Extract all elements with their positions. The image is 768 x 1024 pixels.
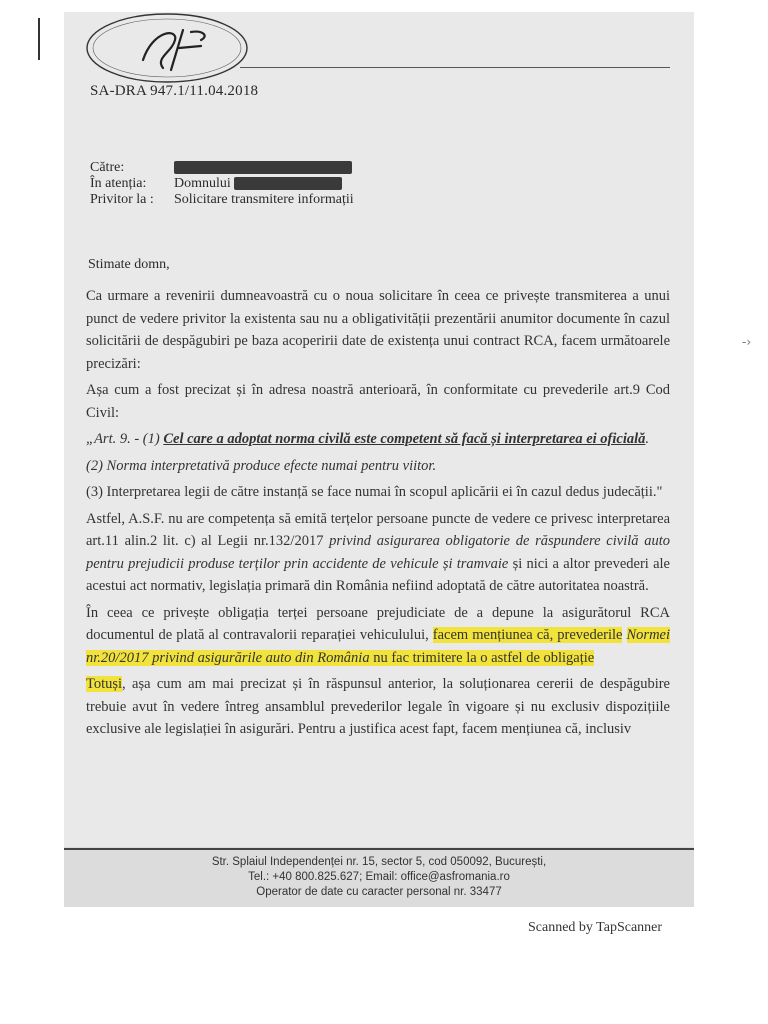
subject-label: Privitor la : bbox=[90, 192, 154, 207]
p8-highlight: Totuși bbox=[86, 676, 123, 692]
attention-label: În atenția: bbox=[90, 176, 147, 191]
p7-highlight-1: facem mențiunea că, prevederile bbox=[432, 627, 623, 643]
addressee-to-row bbox=[90, 160, 354, 176]
scanner-watermark: Scanned by TapScanner bbox=[528, 920, 663, 935]
paragraph-4: (2) Norma interpretativă produce efecte numai pentru viitor. bbox=[86, 457, 437, 474]
addressee-attention-row bbox=[90, 176, 354, 192]
asf-logo-icon bbox=[83, 10, 251, 88]
addressee-block bbox=[90, 160, 354, 208]
paragraph-3-quote bbox=[86, 428, 670, 451]
paragraph-8 bbox=[86, 673, 670, 741]
paragraph-5: (3) Interpretarea legii de către instanță se face numai în scopul aplicării ei în cazul dedus judecății." bbox=[86, 484, 663, 500]
greeting: Stimate domn, bbox=[88, 257, 170, 272]
to-label: Către: bbox=[90, 160, 125, 175]
p6-text-a: Astfel, A.S.F. nu are competența să emită terțelor persoane puncte de vedere ce privesc interpretarea art.11 alin.2 lit. c) al Legii nr.132/2017 bbox=[86, 510, 670, 549]
footer-line-2: Tel.: +40 800.825.627; Email: office@asfromania.ro bbox=[248, 871, 510, 883]
scan-artifact-mark: -› bbox=[742, 335, 752, 349]
paragraph-6 bbox=[86, 508, 670, 598]
p7-text-a: În ceea ce privește obligația terței persoane prejudiciate de a depune la asigurătorul RCA documentul de plată al contravalorii reparației vehiculului, bbox=[86, 604, 670, 643]
paragraph-7 bbox=[86, 602, 670, 670]
p7-highlight-2: nu fac trimitere la o astfel de obligație bbox=[369, 649, 595, 666]
p8-text: , așa cum am mai precizat și în răspunsul anterior, la soluționarea cererii de despăgubire trebuie avut în vedere întreg ansamblul prevederilor legale în vigoare și nu exclusiv dispozițiile exclusive ale legislației în asigurări. Pentru a justifica acest fapt, facem mențiunea că, inclusiv bbox=[86, 676, 670, 737]
margin-bracket-mark bbox=[38, 18, 40, 60]
letter-body bbox=[86, 285, 670, 745]
redacted-recipient bbox=[174, 161, 352, 174]
header-rule bbox=[240, 67, 670, 68]
document-reference: SA-DRA 947.1/11.04.2018 bbox=[90, 83, 259, 99]
subject-value: Solicitare transmitere informații bbox=[174, 192, 354, 207]
redacted-person bbox=[234, 177, 342, 190]
addressee-subject-row bbox=[90, 192, 354, 208]
p6-text-b: și nici a altor prevederi ale acestui act normativ, legislația primară din România nefiind adoptată de către autoritatea noastră. bbox=[86, 555, 670, 594]
paragraph-2: Așa cum a fost precizat și în adresa noastră anterioară, în conformitate cu prevederile art.9 Cod Civil: bbox=[86, 382, 670, 421]
footer-address bbox=[64, 855, 694, 900]
article-prefix: „Art. 9. - (1) bbox=[86, 431, 164, 447]
article-underlined: Cel care a adoptat norma civilă este competent să facă și interpretarea ei oficială bbox=[163, 431, 646, 447]
paragraph-1: Ca urmare a revenirii dumneavoastră cu o noua solicitare în ceea ce privește transmiterea a unui punct de vedere privitor la existenta sau nu a obligativității prezentării anumitor documente în cazul solicitării de despăgubiri pe baza acoperirii date de existența unui contract RCA, facem următoarele precizări: bbox=[86, 288, 670, 372]
footer-line-1: Str. Splaiul Independenței nr. 15, sector 5, cod 050092, București, bbox=[211, 856, 547, 868]
p7-highlight-norm: Normei nr.20/2017 privind asigurările auto din România bbox=[86, 627, 670, 666]
footer-line-3: Operator de date cu caracter personal nr. 33477 bbox=[256, 886, 502, 898]
footer-rule bbox=[64, 848, 694, 850]
article-suffix: . bbox=[645, 431, 650, 447]
p6-law-title: privind asigurarea obligatorie de răspundere civilă auto pentru prejudicii produse terților prin accidente de vehicule și tramvaie bbox=[86, 533, 670, 572]
attention-value: Domnului bbox=[174, 176, 231, 191]
